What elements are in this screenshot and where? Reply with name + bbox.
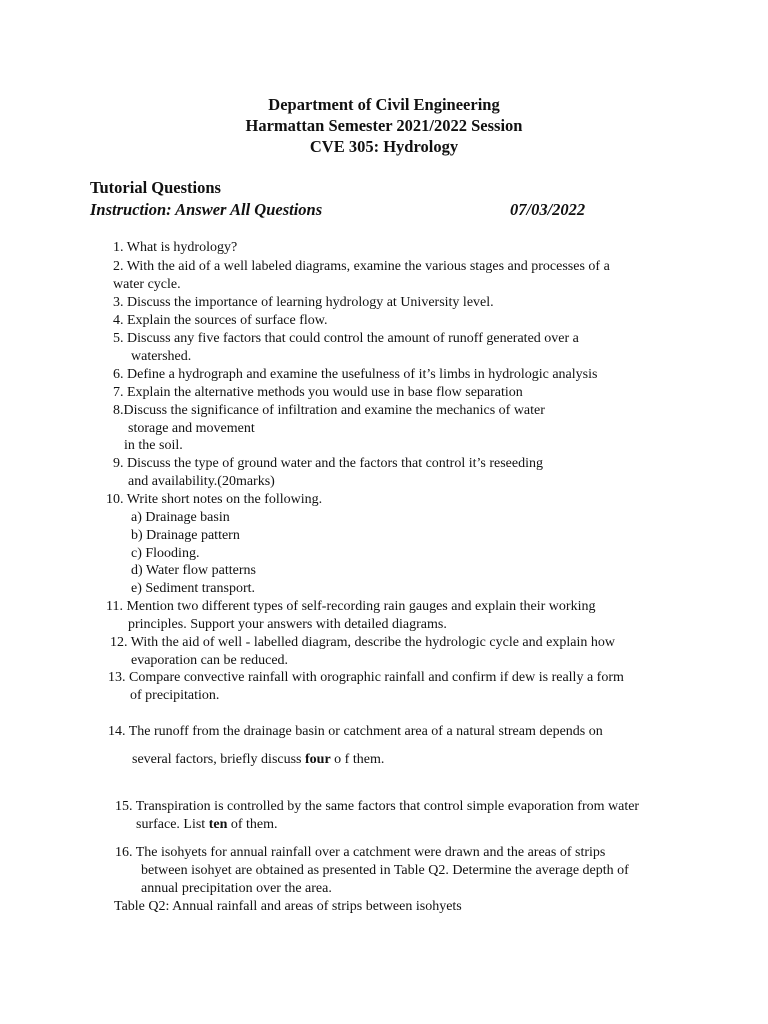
question-8-cont2: in the soil. [124, 438, 183, 453]
question-10: 10. Write short notes on the following. [106, 492, 323, 507]
question-3: 3. Discuss the importance of learning hydrology at University level. [113, 295, 494, 310]
question-11: 11. Mention two different types of self-recording rain gauges and explain their working [106, 599, 596, 614]
document-date: 07/03/2022 [510, 200, 586, 219]
question-10-a: a) Drainage basin [131, 510, 230, 525]
question-14-emphasis: four [305, 752, 331, 767]
question-9-cont: and availability.(20marks) [128, 474, 275, 489]
course-heading: CVE 305: Hydrology [309, 137, 459, 156]
question-11-cont: principles. Support your answers with detailed diagrams. [128, 617, 447, 632]
question-10-b: b) Drainage pattern [131, 528, 240, 543]
semester-heading: Harmattan Semester 2021/2022 Session [245, 116, 523, 135]
table-caption: Table Q2: Annual rainfall and areas of strips between isohyets [114, 899, 462, 914]
question-4: 4. Explain the sources of surface flow. [113, 313, 328, 328]
tutorial-title: Tutorial Questions [90, 178, 221, 197]
question-7: 7. Explain the alternative methods you would use in base flow separation [113, 385, 523, 400]
question-2-cont: water cycle. [113, 277, 181, 292]
question-15-cont [136, 816, 278, 834]
question-10-d: d) Water flow patterns [131, 563, 256, 578]
question-1: 1. What is hydrology? [113, 240, 238, 255]
department-heading: Department of Civil Engineering [268, 95, 500, 114]
question-10-c: c) Flooding. [131, 546, 200, 561]
question-9: 9. Discuss the type of ground water and the factors that control it’s reseeding [113, 456, 543, 471]
question-8-cont: storage and movement [128, 421, 255, 436]
question-14-text-pre: several factors, briefly discuss [132, 752, 305, 767]
question-2: 2. With the aid of a well labeled diagrams, examine the various stages and processes of a [113, 259, 610, 274]
question-12-cont: evaporation can be reduced. [131, 653, 289, 668]
question-10-e: e) Sediment transport. [131, 581, 256, 596]
question-14-text-post: o f them. [330, 752, 385, 767]
question-15-emphasis: ten [208, 817, 228, 832]
question-13-cont: of precipitation. [130, 688, 220, 703]
question-8: 8.Discuss the significance of infiltration and examine the mechanics of water [113, 403, 545, 418]
question-16: 16. The isohyets for annual rainfall over a catchment were drawn and the areas of strips [115, 845, 606, 860]
question-16-cont: between isohyet are obtained as presented in Table Q2. Determine the average depth of [141, 863, 629, 878]
question-15: 15. Transpiration is controlled by the same factors that control simple evaporation from water [115, 799, 640, 814]
question-12: 12. With the aid of well - labelled diagram, describe the hydrologic cycle and explain how [110, 635, 615, 650]
question-6: 6. Define a hydrograph and examine the usefulness of it’s limbs in hydrologic analysis [113, 367, 598, 382]
question-15-text-post: of them. [227, 817, 278, 832]
question-13: 13. Compare convective rainfall with orographic rainfall and confirm if dew is really a form [108, 670, 624, 685]
question-14: 14. The runoff from the drainage basin or catchment area of a natural stream depends on [108, 724, 603, 739]
question-5: 5. Discuss any five factors that could control the amount of runoff generated over a [113, 331, 579, 346]
question-16-cont2: annual precipitation over the area. [141, 881, 332, 896]
question-5-cont: watershed. [131, 349, 192, 364]
question-15-text-pre: surface. List [136, 817, 209, 832]
instruction-text: Instruction: Answer All Questions [90, 200, 323, 219]
question-14-cont [132, 751, 384, 769]
